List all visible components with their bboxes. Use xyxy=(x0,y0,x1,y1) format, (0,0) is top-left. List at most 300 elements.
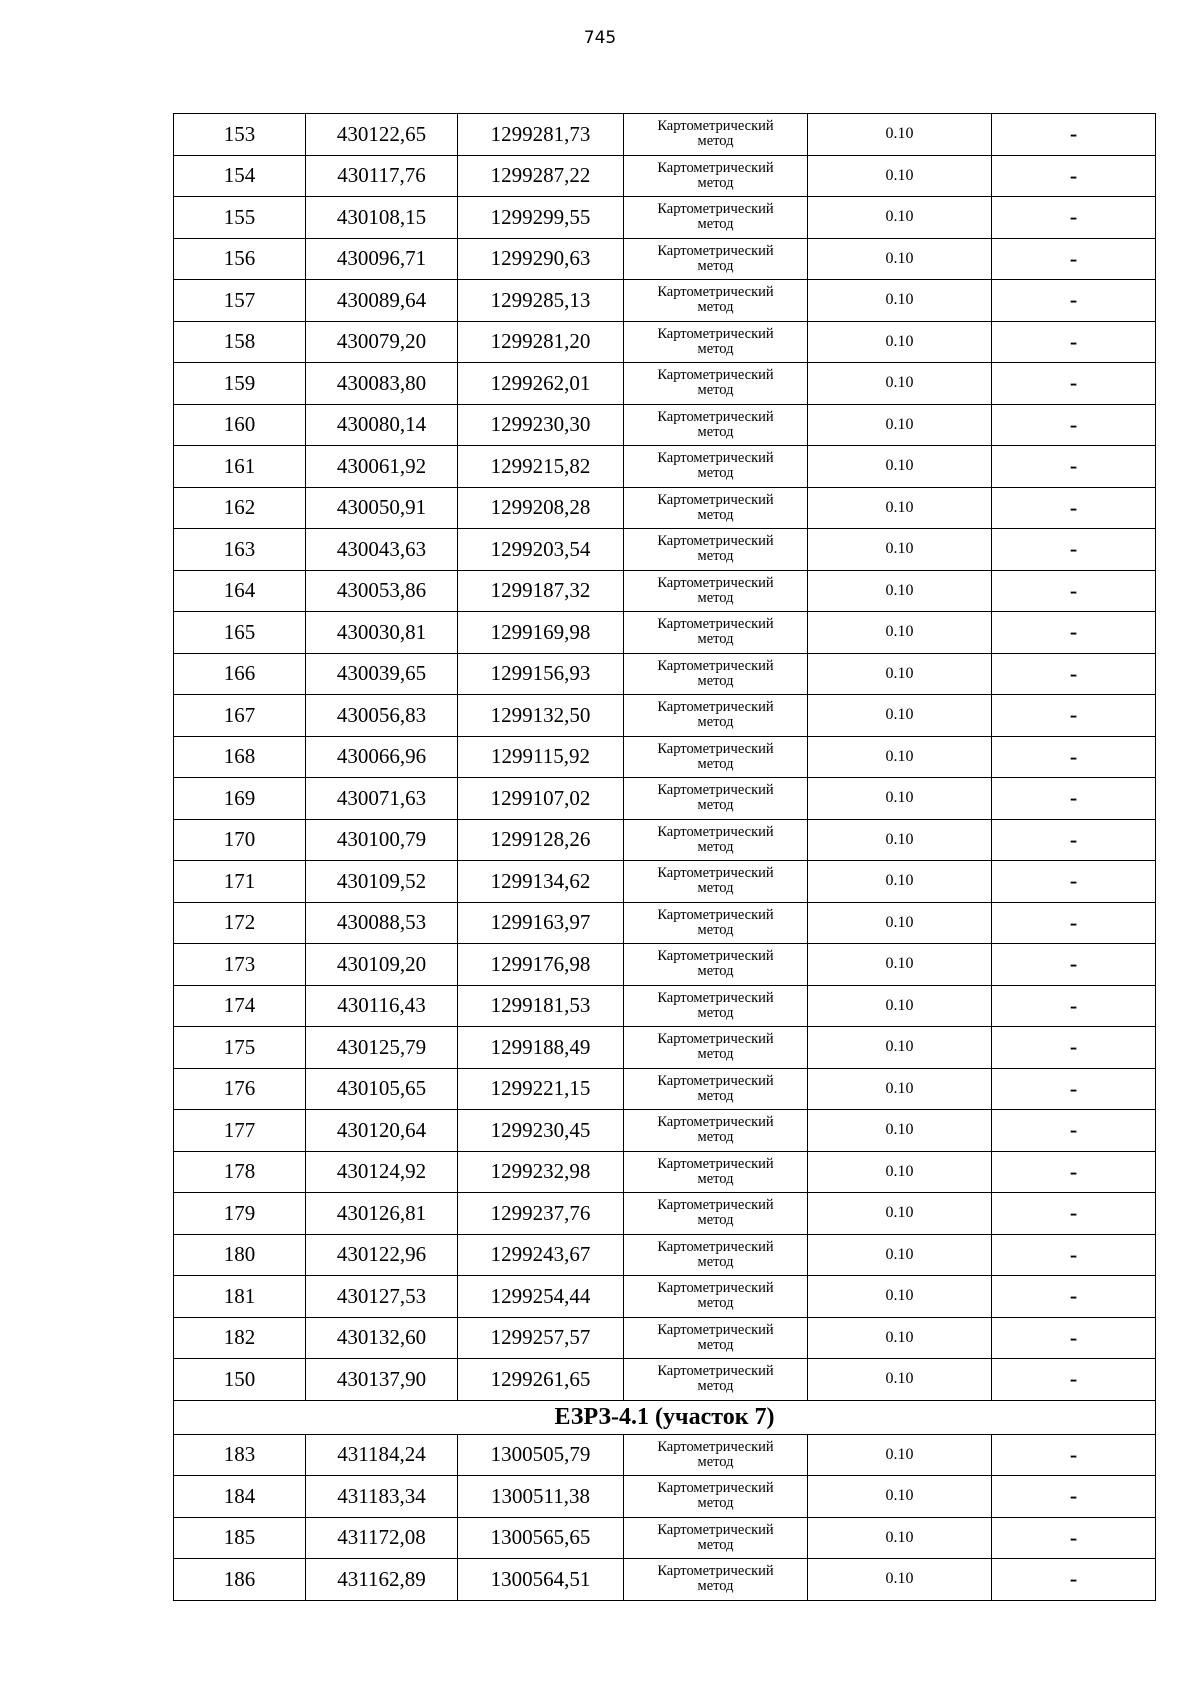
method-line-1: Картометрический xyxy=(657,989,774,1006)
method-line-2: метод xyxy=(697,1495,734,1512)
note-cell: - xyxy=(992,280,1156,322)
method-line-2: метод xyxy=(697,1129,734,1146)
accuracy-cell: 0.10 xyxy=(808,1276,992,1318)
method-cell xyxy=(624,1476,808,1518)
note-cell: - xyxy=(992,1276,1156,1318)
x-coordinate-cell: 430079,20 xyxy=(306,321,458,363)
method-line-2: метод xyxy=(697,506,734,523)
note-cell: - xyxy=(992,1476,1156,1518)
accuracy-cell: 0.10 xyxy=(808,114,992,156)
point-number-cell: 177 xyxy=(174,1110,306,1152)
x-coordinate-cell: 430125,79 xyxy=(306,1027,458,1069)
table-row xyxy=(174,280,1156,322)
x-coordinate-cell: 430122,96 xyxy=(306,1234,458,1276)
x-coordinate-cell: 430096,71 xyxy=(306,238,458,280)
y-coordinate-cell: 1300505,79 xyxy=(458,1434,624,1476)
y-coordinate-cell: 1299107,02 xyxy=(458,778,624,820)
note-cell: - xyxy=(992,612,1156,654)
accuracy-cell: 0.10 xyxy=(808,695,992,737)
point-number-cell: 186 xyxy=(174,1559,306,1601)
method-line-2: метод xyxy=(697,423,734,440)
method-line-2: метод xyxy=(697,1336,734,1353)
table-row xyxy=(174,653,1156,695)
method-line-1: Картометрический xyxy=(657,1114,774,1131)
method-line-2: метод xyxy=(697,299,734,316)
point-number-cell: 180 xyxy=(174,1234,306,1276)
y-coordinate-cell: 1299281,20 xyxy=(458,321,624,363)
x-coordinate-cell: 430053,86 xyxy=(306,570,458,612)
table-row xyxy=(174,736,1156,778)
accuracy-cell: 0.10 xyxy=(808,861,992,903)
note-cell: - xyxy=(992,736,1156,778)
table-row xyxy=(174,1151,1156,1193)
method-line-1: Картометрический xyxy=(657,284,774,301)
table-row xyxy=(174,446,1156,488)
table-row xyxy=(174,1559,1156,1601)
accuracy-cell: 0.10 xyxy=(808,321,992,363)
method-line-1: Картометрический xyxy=(657,1031,774,1048)
method-line-1: Картометрический xyxy=(657,201,774,218)
table-row xyxy=(174,902,1156,944)
accuracy-cell: 0.10 xyxy=(808,1359,992,1401)
method-line-1: Картометрический xyxy=(657,1238,774,1255)
point-number-cell: 184 xyxy=(174,1476,306,1518)
method-line-1: Картометрический xyxy=(657,325,774,342)
table-row xyxy=(174,363,1156,405)
x-coordinate-cell: 430120,64 xyxy=(306,1110,458,1152)
method-line-1: Картометрический xyxy=(657,1197,774,1214)
y-coordinate-cell: 1299262,01 xyxy=(458,363,624,405)
accuracy-cell: 0.10 xyxy=(808,902,992,944)
method-line-1: Картометрический xyxy=(657,408,774,425)
method-line-2: метод xyxy=(697,755,734,772)
x-coordinate-cell: 430137,90 xyxy=(306,1359,458,1401)
point-number-cell: 156 xyxy=(174,238,306,280)
method-line-1: Картометрический xyxy=(657,1480,774,1497)
y-coordinate-cell: 1299230,45 xyxy=(458,1110,624,1152)
method-cell xyxy=(624,238,808,280)
table-row xyxy=(174,1317,1156,1359)
method-line-2: метод xyxy=(697,963,734,980)
method-line-1: Картометрический xyxy=(657,1321,774,1338)
note-cell: - xyxy=(992,1359,1156,1401)
method-cell xyxy=(624,861,808,903)
y-coordinate-cell: 1299176,98 xyxy=(458,944,624,986)
y-coordinate-cell: 1299243,67 xyxy=(458,1234,624,1276)
method-line-2: метод xyxy=(697,714,734,731)
method-line-1: Картометрический xyxy=(657,450,774,467)
x-coordinate-cell: 430105,65 xyxy=(306,1068,458,1110)
method-cell xyxy=(624,1027,808,1069)
y-coordinate-cell: 1299128,26 xyxy=(458,819,624,861)
accuracy-cell: 0.10 xyxy=(808,1317,992,1359)
method-cell xyxy=(624,778,808,820)
method-cell xyxy=(624,197,808,239)
accuracy-cell: 0.10 xyxy=(808,653,992,695)
point-number-cell: 182 xyxy=(174,1317,306,1359)
table-row xyxy=(174,155,1156,197)
table-row xyxy=(174,197,1156,239)
method-cell xyxy=(624,280,808,322)
method-line-1: Картометрический xyxy=(657,699,774,716)
note-cell: - xyxy=(992,363,1156,405)
method-line-2: метод xyxy=(697,133,734,150)
y-coordinate-cell: 1299156,93 xyxy=(458,653,624,695)
x-coordinate-cell: 430061,92 xyxy=(306,446,458,488)
y-coordinate-cell: 1299230,30 xyxy=(458,404,624,446)
x-coordinate-cell: 430089,64 xyxy=(306,280,458,322)
note-cell: - xyxy=(992,197,1156,239)
accuracy-cell: 0.10 xyxy=(808,529,992,571)
accuracy-cell: 0.10 xyxy=(808,1434,992,1476)
method-line-2: метод xyxy=(697,382,734,399)
point-number-cell: 183 xyxy=(174,1434,306,1476)
table-row xyxy=(174,985,1156,1027)
table-row xyxy=(174,944,1156,986)
table-row xyxy=(174,778,1156,820)
table-row xyxy=(174,1110,1156,1152)
x-coordinate-cell: 430109,20 xyxy=(306,944,458,986)
table-row xyxy=(174,612,1156,654)
table-body-part-1 xyxy=(174,114,1156,1401)
method-line-1: Картометрический xyxy=(657,948,774,965)
page-number: 745 xyxy=(583,28,617,48)
accuracy-cell: 0.10 xyxy=(808,238,992,280)
method-line-2: метод xyxy=(697,1295,734,1312)
method-cell xyxy=(624,1234,808,1276)
table-row xyxy=(174,529,1156,571)
note-cell: - xyxy=(992,861,1156,903)
y-coordinate-cell: 1299257,57 xyxy=(458,1317,624,1359)
table-row xyxy=(174,1434,1156,1476)
method-cell xyxy=(624,1151,808,1193)
point-number-cell: 164 xyxy=(174,570,306,612)
method-line-2: метод xyxy=(697,631,734,648)
note-cell: - xyxy=(992,404,1156,446)
method-line-2: метод xyxy=(697,174,734,191)
method-line-1: Картометрический xyxy=(657,865,774,882)
x-coordinate-cell: 430066,96 xyxy=(306,736,458,778)
accuracy-cell: 0.10 xyxy=(808,155,992,197)
x-coordinate-cell: 430117,76 xyxy=(306,155,458,197)
method-cell xyxy=(624,363,808,405)
method-line-2: метод xyxy=(697,548,734,565)
accuracy-cell: 0.10 xyxy=(808,1027,992,1069)
method-cell xyxy=(624,1359,808,1401)
y-coordinate-cell: 1299132,50 xyxy=(458,695,624,737)
note-cell: - xyxy=(992,1027,1156,1069)
method-line-2: метод xyxy=(697,880,734,897)
method-line-1: Картометрический xyxy=(657,616,774,633)
y-coordinate-cell: 1299188,49 xyxy=(458,1027,624,1069)
x-coordinate-cell: 431162,89 xyxy=(306,1559,458,1601)
y-coordinate-cell: 1299285,13 xyxy=(458,280,624,322)
method-line-2: метод xyxy=(697,1170,734,1187)
method-line-2: метод xyxy=(697,1453,734,1470)
method-line-1: Картометрический xyxy=(657,491,774,508)
table-row xyxy=(174,487,1156,529)
x-coordinate-cell: 430124,92 xyxy=(306,1151,458,1193)
x-coordinate-cell: 430056,83 xyxy=(306,695,458,737)
point-number-cell: 175 xyxy=(174,1027,306,1069)
method-cell xyxy=(624,1276,808,1318)
table-row xyxy=(174,1517,1156,1559)
method-line-1: Картометрический xyxy=(657,574,774,591)
method-cell xyxy=(624,653,808,695)
method-cell xyxy=(624,819,808,861)
y-coordinate-cell: 1299221,15 xyxy=(458,1068,624,1110)
method-line-1: Картометрический xyxy=(657,823,774,840)
point-number-cell: 154 xyxy=(174,155,306,197)
y-coordinate-cell: 1300511,38 xyxy=(458,1476,624,1518)
point-number-cell: 167 xyxy=(174,695,306,737)
coordinates-table xyxy=(173,113,1156,1601)
note-cell: - xyxy=(992,985,1156,1027)
table-row xyxy=(174,1068,1156,1110)
point-number-cell: 165 xyxy=(174,612,306,654)
table-row xyxy=(174,114,1156,156)
accuracy-cell: 0.10 xyxy=(808,446,992,488)
note-cell: - xyxy=(992,114,1156,156)
method-line-2: метод xyxy=(697,1378,734,1395)
point-number-cell: 181 xyxy=(174,1276,306,1318)
note-cell: - xyxy=(992,1193,1156,1235)
table-row xyxy=(174,1234,1156,1276)
accuracy-cell: 0.10 xyxy=(808,1068,992,1110)
note-cell: - xyxy=(992,155,1156,197)
method-line-1: Картометрический xyxy=(657,1521,774,1538)
section-title: ЕЗРЗ-4.1 (участок 7) xyxy=(174,1400,1156,1434)
method-line-1: Картометрический xyxy=(657,1563,774,1580)
x-coordinate-cell: 430127,53 xyxy=(306,1276,458,1318)
note-cell: - xyxy=(992,902,1156,944)
method-cell xyxy=(624,944,808,986)
point-number-cell: 161 xyxy=(174,446,306,488)
point-number-cell: 163 xyxy=(174,529,306,571)
table-row xyxy=(174,1027,1156,1069)
accuracy-cell: 0.10 xyxy=(808,404,992,446)
method-line-2: метод xyxy=(697,1578,734,1595)
note-cell: - xyxy=(992,1317,1156,1359)
point-number-cell: 157 xyxy=(174,280,306,322)
accuracy-cell: 0.10 xyxy=(808,1110,992,1152)
x-coordinate-cell: 430109,52 xyxy=(306,861,458,903)
table-row xyxy=(174,404,1156,446)
x-coordinate-cell: 430088,53 xyxy=(306,902,458,944)
accuracy-cell: 0.10 xyxy=(808,944,992,986)
method-cell xyxy=(624,529,808,571)
method-cell xyxy=(624,570,808,612)
method-cell xyxy=(624,446,808,488)
point-number-cell: 158 xyxy=(174,321,306,363)
y-coordinate-cell: 1299232,98 xyxy=(458,1151,624,1193)
point-number-cell: 171 xyxy=(174,861,306,903)
y-coordinate-cell: 1299254,44 xyxy=(458,1276,624,1318)
method-line-2: метод xyxy=(697,465,734,482)
point-number-cell: 162 xyxy=(174,487,306,529)
accuracy-cell: 0.10 xyxy=(808,1559,992,1601)
point-number-cell: 166 xyxy=(174,653,306,695)
section-header-row xyxy=(174,1400,1156,1434)
y-coordinate-cell: 1299287,22 xyxy=(458,155,624,197)
note-cell: - xyxy=(992,819,1156,861)
note-cell: - xyxy=(992,695,1156,737)
method-line-2: метод xyxy=(697,1212,734,1229)
point-number-cell: 160 xyxy=(174,404,306,446)
note-cell: - xyxy=(992,653,1156,695)
method-line-1: Картометрический xyxy=(657,1363,774,1380)
method-cell xyxy=(624,1110,808,1152)
x-coordinate-cell: 431172,08 xyxy=(306,1517,458,1559)
note-cell: - xyxy=(992,1151,1156,1193)
accuracy-cell: 0.10 xyxy=(808,487,992,529)
x-coordinate-cell: 431184,24 xyxy=(306,1434,458,1476)
point-number-cell: 153 xyxy=(174,114,306,156)
x-coordinate-cell: 430080,14 xyxy=(306,404,458,446)
table-row xyxy=(174,1359,1156,1401)
y-coordinate-cell: 1299169,98 xyxy=(458,612,624,654)
y-coordinate-cell: 1299115,92 xyxy=(458,736,624,778)
accuracy-cell: 0.10 xyxy=(808,280,992,322)
x-coordinate-cell: 430083,80 xyxy=(306,363,458,405)
x-coordinate-cell: 430126,81 xyxy=(306,1193,458,1235)
method-line-2: метод xyxy=(697,797,734,814)
method-cell xyxy=(624,404,808,446)
x-coordinate-cell: 430100,79 xyxy=(306,819,458,861)
method-line-2: метод xyxy=(697,589,734,606)
point-number-cell: 168 xyxy=(174,736,306,778)
method-cell xyxy=(624,1193,808,1235)
y-coordinate-cell: 1299290,63 xyxy=(458,238,624,280)
method-cell xyxy=(624,612,808,654)
note-cell: - xyxy=(992,1559,1156,1601)
method-line-1: Картометрический xyxy=(657,1280,774,1297)
x-coordinate-cell: 430132,60 xyxy=(306,1317,458,1359)
method-cell xyxy=(624,985,808,1027)
y-coordinate-cell: 1299203,54 xyxy=(458,529,624,571)
point-number-cell: 173 xyxy=(174,944,306,986)
x-coordinate-cell: 430071,63 xyxy=(306,778,458,820)
method-cell xyxy=(624,1068,808,1110)
table-row xyxy=(174,238,1156,280)
method-cell xyxy=(624,1559,808,1601)
method-line-2: метод xyxy=(697,1087,734,1104)
note-cell: - xyxy=(992,944,1156,986)
method-line-1: Картометрический xyxy=(657,118,774,135)
method-line-2: метод xyxy=(697,921,734,938)
method-line-2: метод xyxy=(697,672,734,689)
method-line-1: Картометрический xyxy=(657,242,774,259)
method-line-2: метод xyxy=(697,216,734,233)
method-line-1: Картометрический xyxy=(657,782,774,799)
method-line-2: метод xyxy=(697,340,734,357)
point-number-cell: 150 xyxy=(174,1359,306,1401)
accuracy-cell: 0.10 xyxy=(808,1234,992,1276)
method-cell xyxy=(624,695,808,737)
y-coordinate-cell: 1299281,73 xyxy=(458,114,624,156)
y-coordinate-cell: 1300564,51 xyxy=(458,1559,624,1601)
table-row xyxy=(174,1476,1156,1518)
accuracy-cell: 0.10 xyxy=(808,778,992,820)
method-line-2: метод xyxy=(697,1004,734,1021)
method-line-1: Картометрический xyxy=(657,740,774,757)
accuracy-cell: 0.10 xyxy=(808,1193,992,1235)
method-line-1: Картометрический xyxy=(657,1155,774,1172)
method-cell xyxy=(624,1517,808,1559)
method-line-1: Картометрический xyxy=(657,1072,774,1089)
x-coordinate-cell: 430116,43 xyxy=(306,985,458,1027)
y-coordinate-cell: 1299163,97 xyxy=(458,902,624,944)
y-coordinate-cell: 1299208,28 xyxy=(458,487,624,529)
accuracy-cell: 0.10 xyxy=(808,570,992,612)
point-number-cell: 155 xyxy=(174,197,306,239)
note-cell: - xyxy=(992,1110,1156,1152)
table-row xyxy=(174,861,1156,903)
table-section xyxy=(174,1400,1156,1434)
y-coordinate-cell: 1300565,65 xyxy=(458,1517,624,1559)
table-body-part-2 xyxy=(174,1434,1156,1600)
point-number-cell: 176 xyxy=(174,1068,306,1110)
point-number-cell: 178 xyxy=(174,1151,306,1193)
method-line-1: Картометрический xyxy=(657,906,774,923)
x-coordinate-cell: 430043,63 xyxy=(306,529,458,571)
point-number-cell: 185 xyxy=(174,1517,306,1559)
y-coordinate-cell: 1299134,62 xyxy=(458,861,624,903)
table-row xyxy=(174,695,1156,737)
accuracy-cell: 0.10 xyxy=(808,197,992,239)
note-cell: - xyxy=(992,446,1156,488)
point-number-cell: 179 xyxy=(174,1193,306,1235)
method-line-2: метод xyxy=(697,1253,734,1270)
method-line-2: метод xyxy=(697,1046,734,1063)
table-row xyxy=(174,1193,1156,1235)
note-cell: - xyxy=(992,487,1156,529)
accuracy-cell: 0.10 xyxy=(808,1517,992,1559)
x-coordinate-cell: 430039,65 xyxy=(306,653,458,695)
method-cell xyxy=(624,321,808,363)
y-coordinate-cell: 1299237,76 xyxy=(458,1193,624,1235)
note-cell: - xyxy=(992,529,1156,571)
method-line-1: Картометрический xyxy=(657,367,774,384)
note-cell: - xyxy=(992,238,1156,280)
method-cell xyxy=(624,155,808,197)
accuracy-cell: 0.10 xyxy=(808,612,992,654)
point-number-cell: 174 xyxy=(174,985,306,1027)
x-coordinate-cell: 430030,81 xyxy=(306,612,458,654)
table-row xyxy=(174,819,1156,861)
accuracy-cell: 0.10 xyxy=(808,1476,992,1518)
y-coordinate-cell: 1299215,82 xyxy=(458,446,624,488)
y-coordinate-cell: 1299181,53 xyxy=(458,985,624,1027)
note-cell: - xyxy=(992,1068,1156,1110)
method-line-2: метод xyxy=(697,838,734,855)
method-cell xyxy=(624,1434,808,1476)
method-line-1: Картометрический xyxy=(657,657,774,674)
method-line-2: метод xyxy=(697,257,734,274)
note-cell: - xyxy=(992,1517,1156,1559)
method-cell xyxy=(624,114,808,156)
point-number-cell: 159 xyxy=(174,363,306,405)
method-cell xyxy=(624,1317,808,1359)
x-coordinate-cell: 430122,65 xyxy=(306,114,458,156)
note-cell: - xyxy=(992,1234,1156,1276)
method-line-1: Картометрический xyxy=(657,159,774,176)
point-number-cell: 170 xyxy=(174,819,306,861)
x-coordinate-cell: 430108,15 xyxy=(306,197,458,239)
method-cell xyxy=(624,902,808,944)
accuracy-cell: 0.10 xyxy=(808,985,992,1027)
accuracy-cell: 0.10 xyxy=(808,736,992,778)
